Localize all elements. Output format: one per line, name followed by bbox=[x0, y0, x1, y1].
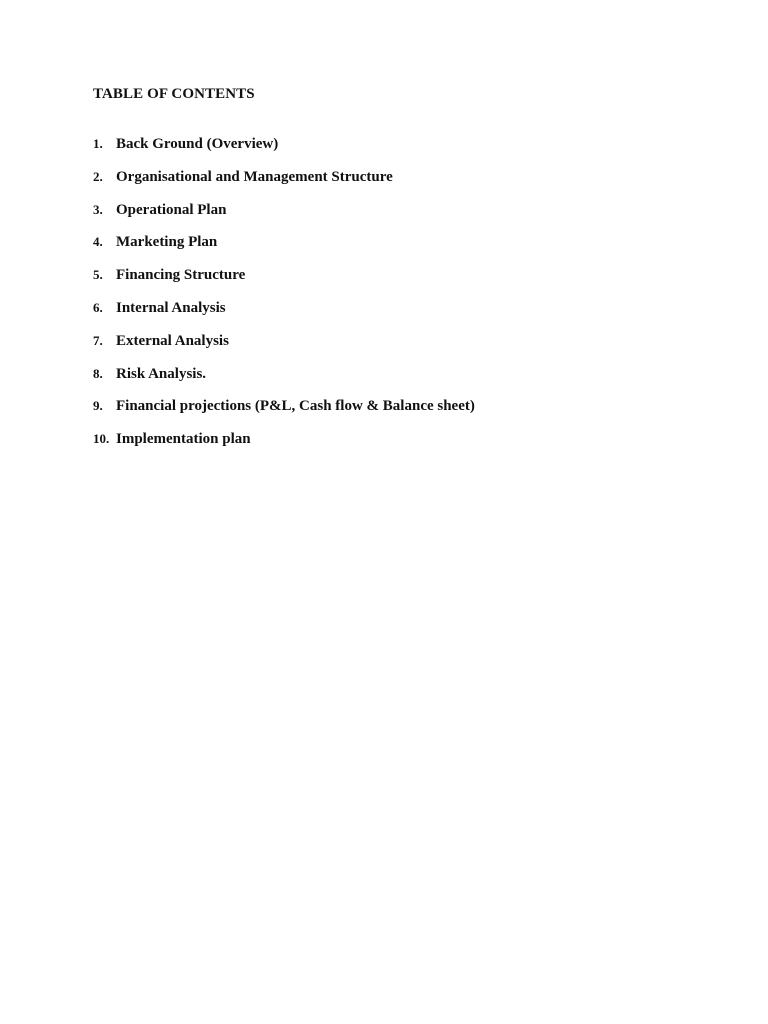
toc-item-text: External Analysis bbox=[116, 332, 229, 349]
toc-item-text: Organisational and Management Structure bbox=[116, 168, 393, 185]
toc-list bbox=[93, 136, 475, 464]
toc-item bbox=[93, 234, 475, 267]
toc-item-number: 6. bbox=[93, 299, 103, 315]
toc-item-number: 8. bbox=[93, 365, 103, 381]
toc-item bbox=[93, 431, 475, 464]
toc-item-number: 4. bbox=[93, 234, 103, 250]
toc-item bbox=[93, 300, 475, 333]
toc-item-text: Operational Plan bbox=[116, 201, 227, 218]
toc-item-text: Internal Analysis bbox=[116, 299, 226, 316]
toc-item bbox=[93, 398, 475, 431]
toc-item-number: 10. bbox=[93, 431, 110, 447]
toc-item-number: 7. bbox=[93, 332, 103, 348]
toc-item-text: Marketing Plan bbox=[116, 234, 218, 251]
toc-item bbox=[93, 333, 475, 366]
toc-item-number: 5. bbox=[93, 267, 103, 283]
toc-item-text: Implementation plan bbox=[116, 431, 251, 448]
toc-item bbox=[93, 169, 475, 202]
toc-item-text: Back Ground (Overview) bbox=[116, 136, 279, 152]
toc-item-number: 2. bbox=[93, 168, 103, 184]
toc-item-text: Financing Structure bbox=[116, 267, 246, 284]
toc-item-number: 9. bbox=[93, 398, 103, 414]
toc-item-number: 1. bbox=[93, 136, 103, 151]
toc-title: TABLE OF CONTENTS bbox=[93, 86, 255, 102]
toc-item-number: 3. bbox=[93, 201, 103, 217]
toc-item-text: Risk Analysis. bbox=[116, 365, 207, 382]
toc-item bbox=[93, 267, 475, 300]
toc-item bbox=[93, 202, 475, 235]
toc-item-text: Financial projections (P&L, Cash flow & Balance sheet) bbox=[116, 398, 475, 415]
toc-item bbox=[93, 136, 475, 169]
toc-item bbox=[93, 366, 475, 399]
